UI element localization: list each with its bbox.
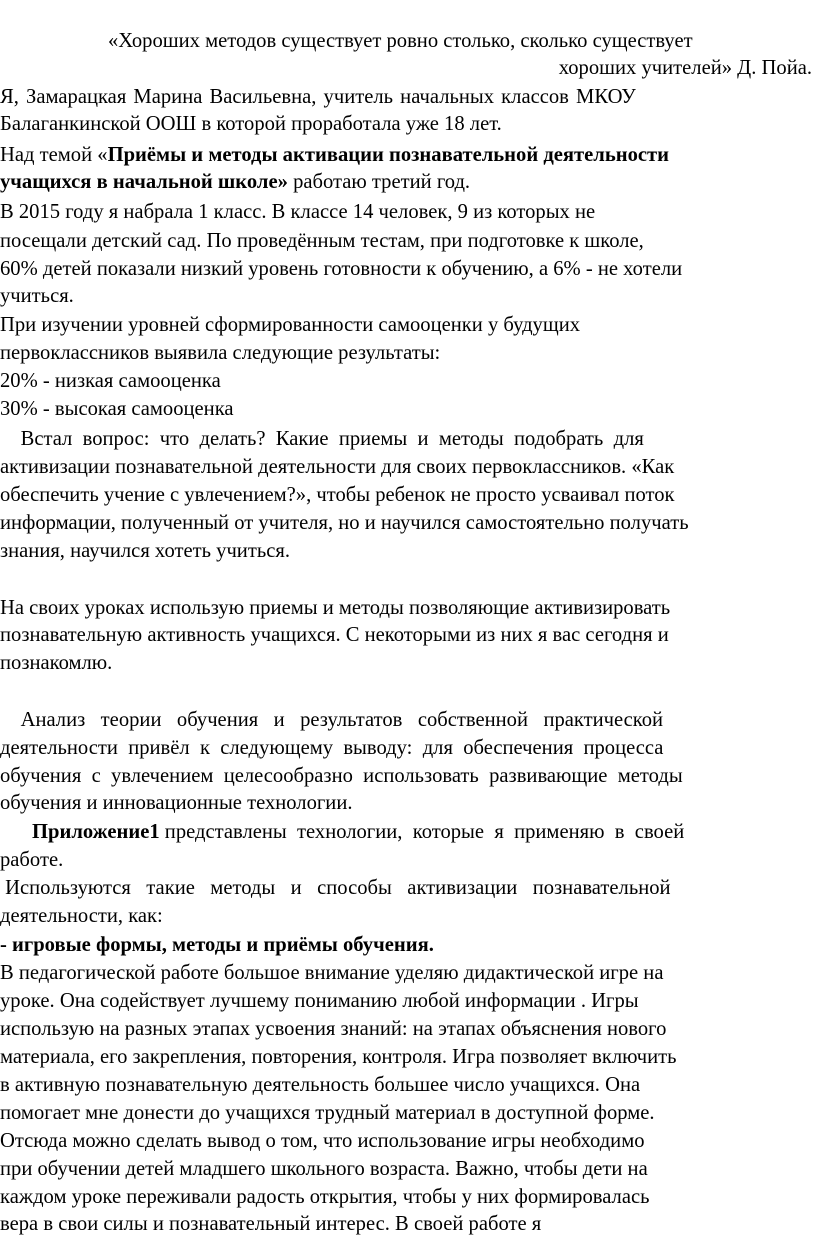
topic-suffix: работаю третий год.	[287, 171, 471, 193]
paragraph-line: знания, научился хотеть учиться.	[0, 540, 290, 562]
appendix-label: Приложение1	[32, 821, 160, 843]
intro-line: Я, Замарацкая Марина Васильевна, учитель начальных классов МКОУ	[0, 86, 636, 108]
paragraph-line: использую на разных этапах усвоения знаний: на этапах объяснения нового	[0, 1018, 667, 1040]
paragraph-line: Встал вопрос: что делать? Какие приемы и методы подобрать для	[0, 428, 644, 450]
paragraph-line: На своих уроках использую приемы и методы позволяющие активизировать	[0, 597, 671, 619]
paragraph-line: уроке. Она содействует лучшему пониманию любой информации . Игры	[0, 990, 639, 1012]
intro-line: Балаганкинской ООШ в которой проработала уже 18 лет.	[0, 113, 502, 135]
topic-prefix: Над темой «	[0, 144, 108, 166]
paragraph-line: материала, его закрепления, повторения, контроля. Игра позволяет включить	[0, 1046, 677, 1068]
paragraph-line: в активную познавательную деятельность большее число учащихся. Она	[0, 1074, 641, 1096]
paragraph-line: каждом уроке переживали радость открытия, чтобы у них формировалась	[0, 1186, 650, 1208]
paragraph-line: обучения и инновационные технологии.	[0, 792, 353, 814]
paragraph-line: При изучении уровней сформированности самооценки у будущих	[0, 314, 581, 336]
list-item: 20% - низкая самооценка	[0, 370, 221, 392]
paragraph-line: 60% детей показали низкий уровень готовности к обучению, а 6% - не хотели	[0, 258, 683, 280]
topic-title: учащихся в начальной школе»	[0, 171, 288, 193]
paragraph-line: вера в свои силы и познавательный интерес. В своей работе я	[0, 1213, 542, 1235]
paragraph-line: посещали детский сад. По проведённым тестам, при подготовке к школе,	[0, 230, 644, 252]
topic-line	[0, 169, 812, 196]
section-heading: - игровые формы, методы и приёмы обучения.	[0, 934, 434, 956]
paragraph-line: В педагогической работе большое внимание уделяю дидактической игре на	[0, 962, 664, 984]
epigraph-line: «Хороших методов существует ровно столько, сколько существует	[108, 30, 693, 52]
topic-title: Приёмы и методы активации познавательной деятельности	[107, 144, 670, 166]
paragraph-line: деятельности привёл к следующему выводу: для обеспечения процесса	[0, 737, 664, 759]
paragraph-line: Анализ теории обучения и результатов собственной практической	[0, 709, 664, 731]
list-item: 30% - высокая самооценка	[0, 398, 234, 420]
paragraph-line: помогает мне донести до учащихся трудный материал в доступной форме.	[0, 1102, 655, 1124]
paragraph-line: работе.	[0, 849, 64, 871]
appendix-line	[32, 819, 812, 846]
paragraph-line: при обучении детей младшего школьного возраста. Важно, чтобы дети на	[0, 1158, 648, 1180]
paragraph-line: обеспечить учение с увлечением?», чтобы ребенок не просто усваивал поток	[0, 484, 675, 506]
paragraph-line: активизации познавательной деятельности для своих первоклассников. «Как	[0, 456, 675, 478]
paragraph-line: учиться.	[0, 285, 74, 307]
paragraph-line: первоклассников выявила следующие результаты:	[0, 342, 441, 364]
paragraph-line: В 2015 году я набрала 1 класс. В классе 14 человек, 9 из которых не	[0, 201, 596, 223]
topic-line	[0, 142, 812, 169]
paragraph-line: познавательную активность учащихся. С некоторыми из них я вас сегодня и	[0, 624, 669, 646]
paragraph-line: информации, полученный от учителя, но и научился самостоятельно получать	[0, 512, 689, 534]
paragraph-line: Отсюда можно сделать вывод о том, что использование игры необходимо	[0, 1130, 645, 1152]
paragraph-line: деятельности, как:	[0, 905, 163, 927]
appendix-text: представлены технологии, которые я применяю в своей	[159, 821, 685, 843]
paragraph-line: познакомлю.	[0, 652, 113, 674]
paragraph-line: Используются такие методы и способы активизации познавательной	[0, 877, 671, 899]
paragraph-line: обучения с увлечением целесообразно использовать развивающие методы	[0, 765, 683, 787]
epigraph-attribution: хороших учителей» Д. Пойа.	[558, 57, 812, 79]
